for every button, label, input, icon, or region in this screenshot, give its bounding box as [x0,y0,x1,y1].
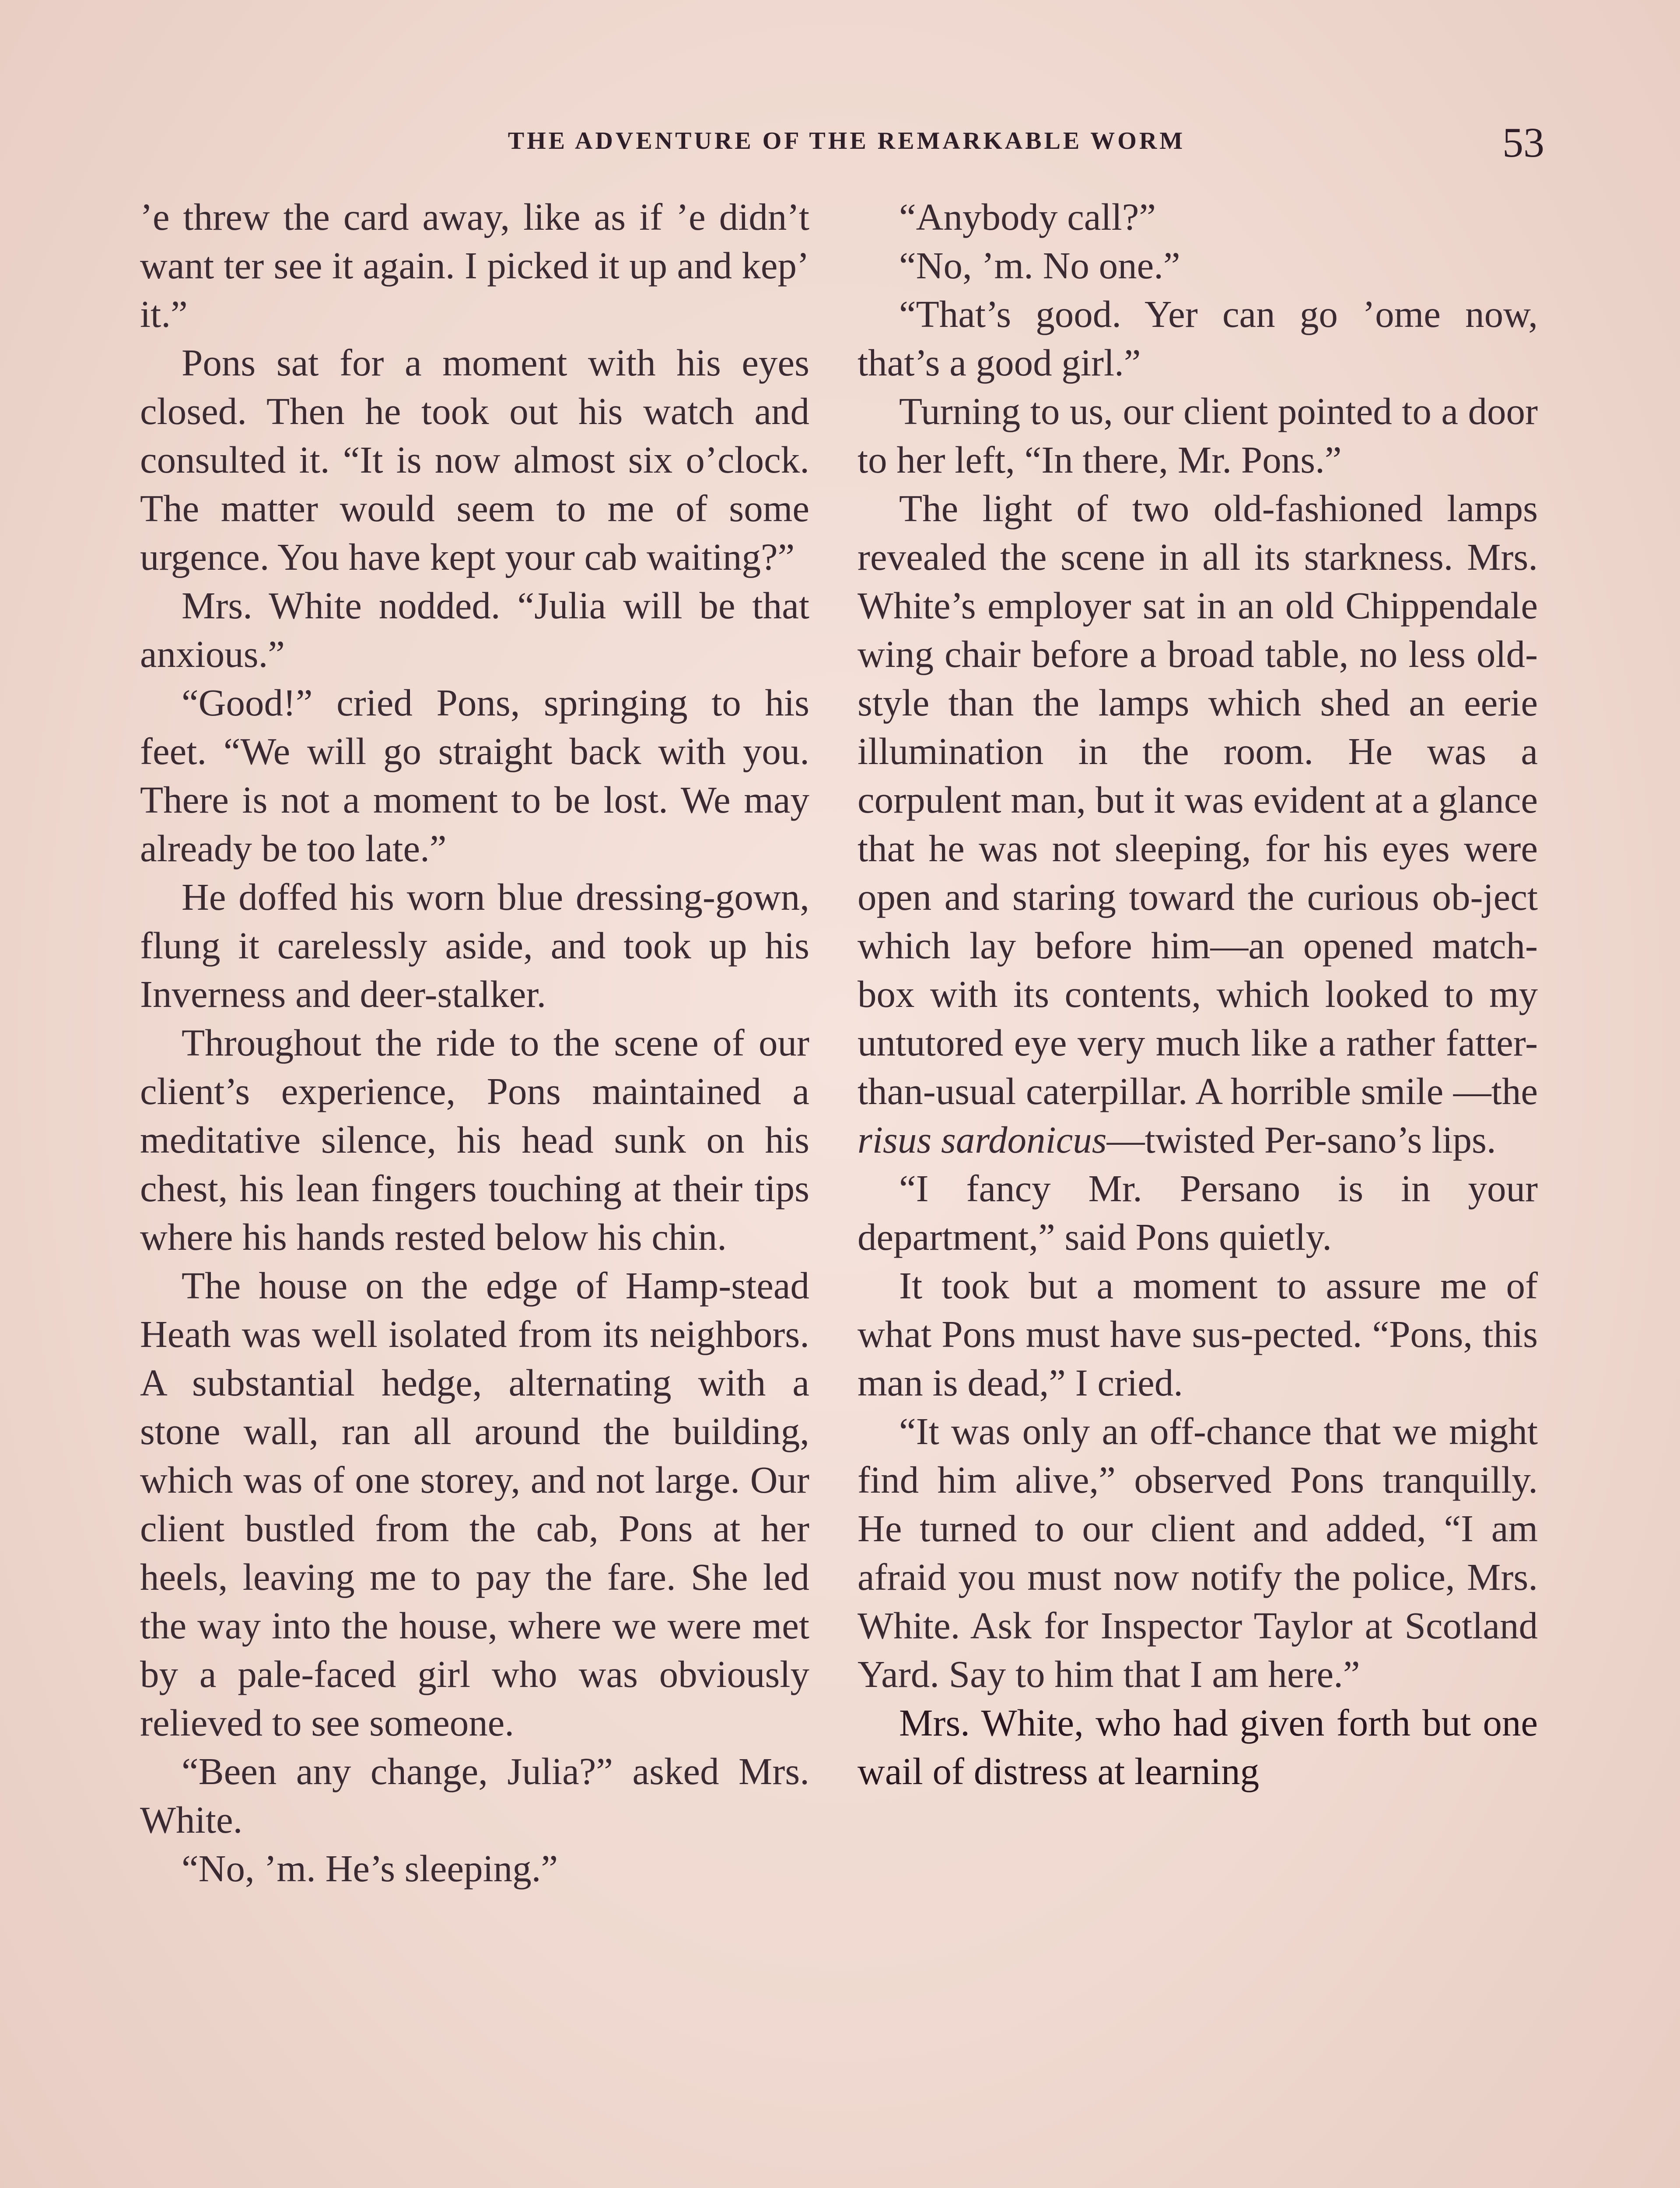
right-column [858,193,1538,1795]
paragraph: “Anybody call?” [899,196,1156,238]
paragraph: “That’s good. Yer can go ’ome now, that’s a good girl.” [858,293,1538,384]
page-number: 53 [1502,119,1544,166]
italic-phrase: risus sardonicus [858,1119,1107,1161]
paragraph: Pons sat for a moment with his eyes closed. Then he took out his watch and consulted it. “It is now almost six o’clock. The matter would seem to me of some urgence. You have kept your cab waiting?” [140,341,809,578]
paragraph-text-end: —twisted Per-sano’s lips. [1106,1119,1496,1161]
paragraph: “No, ’m. No one.” [899,244,1180,287]
paragraph: “No, ’m. He’s sleeping.” [182,1847,558,1890]
paragraph [858,484,1538,1164]
running-title: THE ADVENTURE OF THE REMARKABLE WORM [508,127,1186,154]
paragraph: Turning to us, our client pointed to a door to her left, “In there, Mr. Pons.” [858,390,1538,481]
paragraph: “Good!” cried Pons, springing to his feet. “We will go straight back with you. There is not a moment to be lost. We may already be too late.” [140,681,809,870]
paragraph: ’e threw the card away, like as if ’e didn’t want ter see it again. I picked it up and kep’ it.” [140,196,809,335]
paragraph: “It was only an off-chance that we might find him alive,” observed Pons tranquilly. He turned to our client and added, “I am afraid you must now notify the police, Mrs. White. Ask for Inspector Taylor at Scotland Yard. Say to him that I am here.” [858,1410,1538,1695]
paragraph: He doffed his worn blue dressing-gown, flung it carelessly aside, and took up his Inverness and deer-stalker. [140,876,809,1015]
paragraph: The house on the edge of Hamp-stead Heath was well isolated from its neighbors. A substantial hedge, alternating with a stone wall, ran all around the building, which was of one storey, and not large. Our client bustled from the cab, Pons at her heels, leaving me to pay the fare. She led the way into the house, where we were met by a pale-faced girl who was obviously relieved to see someone. [140,1264,809,1744]
paragraph: Mrs. White nodded. “Julia will be that anxious.” [140,584,809,675]
paragraph-text: The light of two old-fashioned lamps revealed the scene in all its starkness. Mrs. White’s employer sat in an old Chippendale wing chair before a broad table, no less old-style than the lamps which shed an eerie illumination in the room. He was a corpulent man, but it was evident at a glance that he was not sleeping, for his eyes were open and staring toward the curious ob-ject which lay before him—an opened match-box with its contents, which looked to my untutored eye very much like a rather fatter-than-usual caterpillar. A horrible smile —the [858,487,1538,1112]
paragraph: Throughout the ride to the scene of our client’s experience, Pons maintained a meditative silence, his head sunk on his chest, his lean fingers touching at their tips where his hands rested below his chin. [140,1021,809,1258]
paragraph: “I fancy Mr. Persano is in your department,” said Pons quietly. [858,1167,1538,1258]
paragraph: Mrs. White, who had given forth but one wail of distress at learning [858,1701,1538,1792]
paragraph: It took but a moment to assure me of what Pons must have sus-pected. “Pons, this man is dead,” I cried. [858,1264,1538,1404]
left-column [140,193,809,1893]
paragraph: “Been any change, Julia?” asked Mrs. White. [140,1750,809,1841]
